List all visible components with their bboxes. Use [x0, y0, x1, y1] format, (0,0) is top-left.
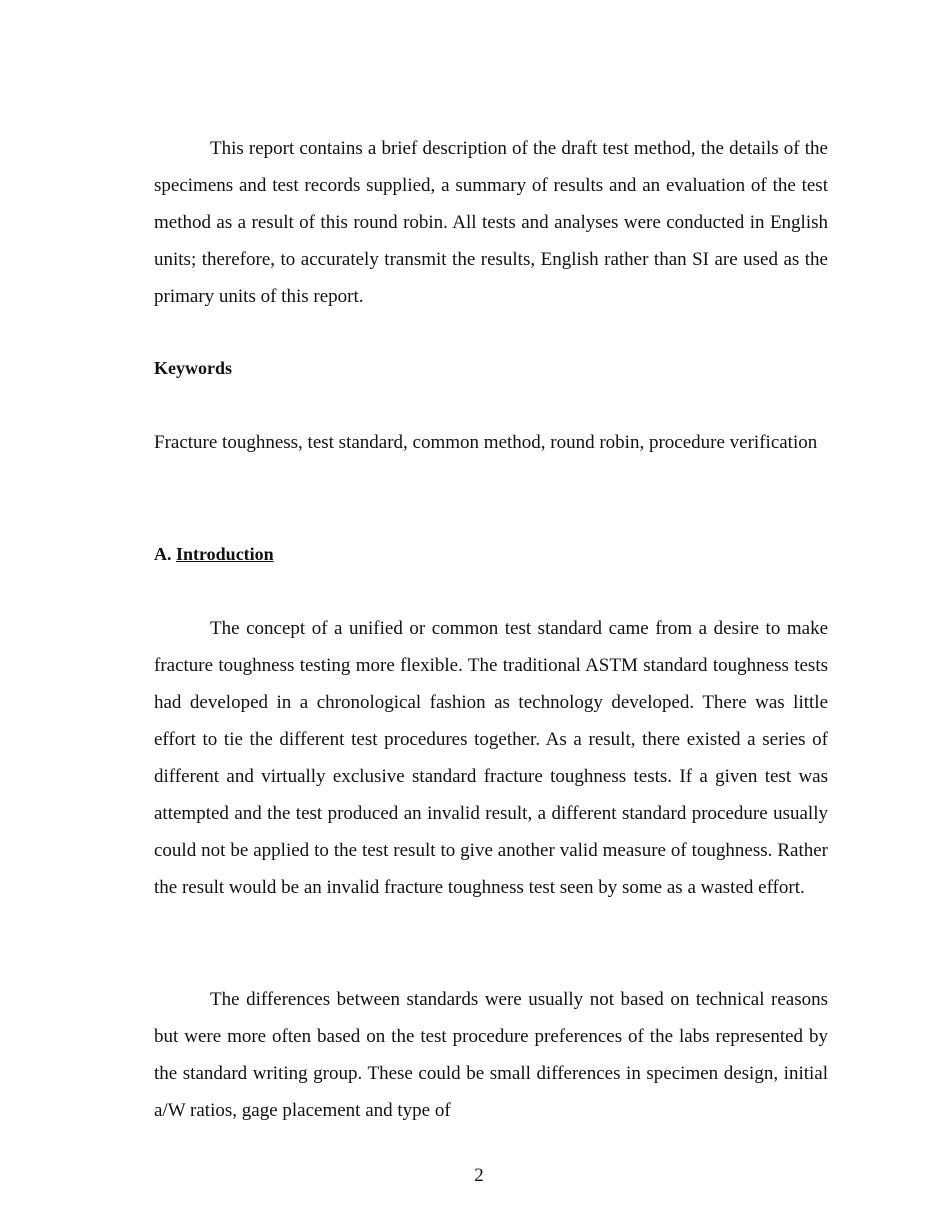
section-a-title: Introduction	[176, 544, 274, 564]
introduction-paragraph-1: The concept of a unified or common test standard came from a desire to make fracture toughness testing more flexible. The traditional ASTM standard toughness tests had developed in a chronological fashion as technology developed. There was little effort to tie the different test procedures together. As a result, there existed a series of different and virtually exclusive standard fracture toughness tests. If a given test was attempted and the test produced an invalid result, a different standard procedure usually could not be applied to the test result to give another valid measure of toughness. Rather the result would be an invalid fracture toughness test seen by some as a wasted effort.	[154, 618, 828, 898]
intro-paragraph: This report contains a brief description of the draft test method, the details of the specimens and test records supplied, a summary of results and an evaluation of the test method as a result of this round robin. All tests and analyses were conducted in English units; therefore, to accurately transmit the results, English rather than SI are used as the primary units of this report.	[154, 138, 828, 307]
section-a-number: A.	[154, 544, 172, 564]
section-a-heading	[154, 541, 274, 567]
page-number: 2	[474, 1165, 484, 1186]
introduction-paragraph-2: The differences between standards were usually not based on technical reasons but were more often based on the test procedure preferences of the labs represented by the standard writing group. These could be small differences in specimen design, initial a/W ratios, gage placement and type of	[154, 989, 828, 1121]
keywords-text: Fracture toughness, test standard, common method, round robin, procedure verification	[154, 432, 818, 453]
keywords-heading: Keywords	[154, 358, 232, 378]
